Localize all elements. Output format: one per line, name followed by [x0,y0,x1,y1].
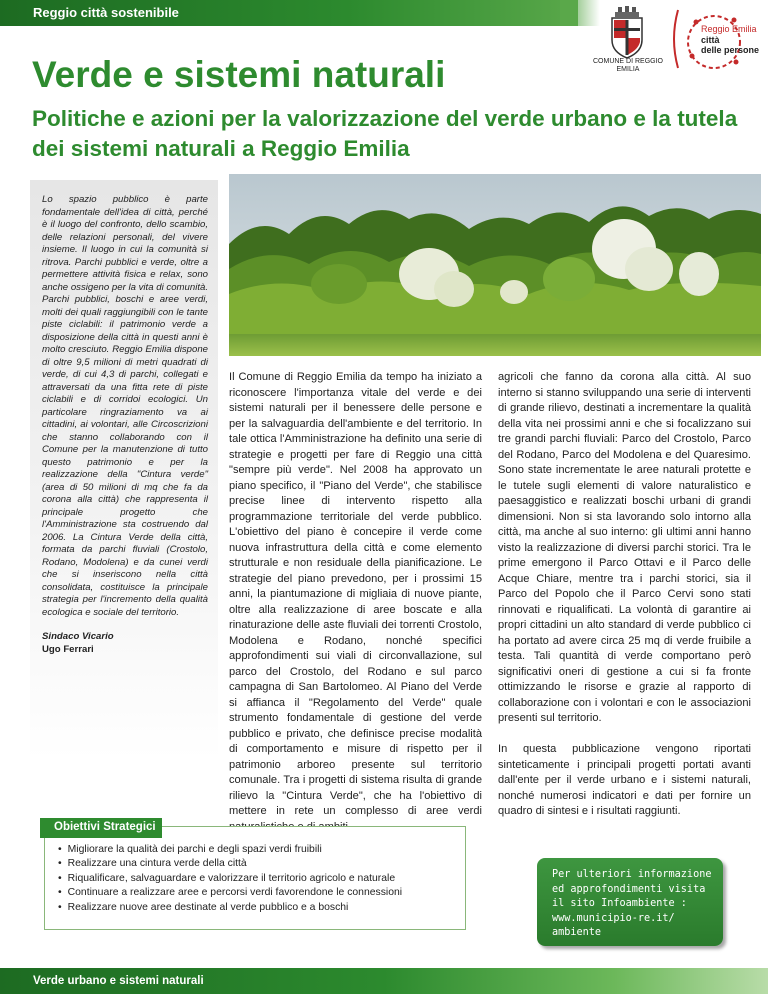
article-text-2: agricoli che fanno da corona alla città. Al suo interno si stanno sviluppando una serie di interventi di grande rilievo, destinati a incrementare la qualità della vita nei prossimi anni e che si focalizzano sui tre grandi parchi fluviali: Parco del Crostolo, Parco del Rodano, Parco del Modolena e del Quaresimo. Sono state incrementate le aree naturali protette e le tutele sugli elementi di valore naturalistico e paesaggistico e realizzati boschi urbani di grandi dimensioni. Non si sta lavorando solo intorno alla città, ma anche al suo interno: gli ultimi anni hanno visto la realizzazione di diversi parchi storici. Tra le prime emergono il Parco Ottavi e il Parco delle Acque Chiare, mentre tra i parchi storici, sia il Parco del Popolo che il Parco Cervi sono stati rinnovati e riqualificati. La volontà di garantire ai propri cittadini un alto standard di verde pubblico ci ha portato ad avere circa 25 mq di verde fruibile a testa. Tali quantità di verde comportano però significativi oneri di gestione a cui si fa fronte ottimizzando le risorse e grazie al rapporto di collaborazione con i volontari e con le associazioni presenti sul territorio. [498,371,751,724]
objective-item: • Realizzare una cintura verde della città [58,857,402,871]
trees-photo [229,174,761,356]
page-title: Verde e sistemi naturali [32,54,446,95]
section-header-bar [0,0,578,26]
signature-role: Sindaco Vicario [42,631,114,642]
objectives-list [58,843,402,915]
objective-item: • Continuare a realizzare aree e percorsi verdi favorendone le connessioni [58,886,402,900]
info-box-text: Per ulteriori informazione ed approfondimenti visita il sito Infoambiente : www.municipio-re.it/ ambiente [552,869,712,938]
comune-label: COMUNE DI REGGIO EMILIA [592,58,663,73]
brand-persone: delle persone [701,45,760,55]
objective-item: • Realizzare nuove aree destinate al verde pubblico e a boschi [58,901,402,915]
objective-item: • Riqualificare, salvaguardare e valorizzare il territorio agricolo e naturale [58,872,402,886]
footer-label: Verde urbano e sistemi naturali [33,975,204,987]
header-bar-fade [560,0,600,26]
sidebar-text: Lo spazio pubblico è parte fondamentale dell'idea di città, perché è il luogo del confronto, dello scambio, delle relazioni personali, del vivere insieme. Il luogo in cui la comunità si ritrova. Parchi pubblici e verde, oltre a permettere attività fisica e relax, sono anche ossigeno per la vita di comunità. Parchi pubblici, boschi e aree verdi, molti dei quali raggiungibili con le tante piste ciclabili: il patrimonio verde a disposizione della città in questi anni è molto cresciuto. Reggio Emilia dispone di oltre 9,5 milioni di metri quadrati di verde, di cui 4,3 di parchi, collegati e attraversati da una fitta rete di piste ciclabili e di corridoi ecologici. Un particolare ringraziamento va ai cittadini, ai volontari, alle Circoscrizioni che stanno collaborando con il Comune per la manutenzione di tutto questo patrimonio e per la realizzazione della "Cintura verde" (area di 50 milioni di mq che fa da corona alla città) che rappresenta il principale progetto che l'Amministrazione sta costruendo dal 2006. La Cintura Verde della città, formata da parchi fluviali (Crostolo, Rodano, Modolena) e da cunei verdi che si inseriscono nella città consolidata, costituisce la principale strategia per l'incremento della qualità ecologica e sociale del territorio. [42,194,208,618]
article-text-3: In questa pubblicazione vengono riportati sinteticamente i principali progetti portati avanti dall'ente per il verde urbano e i sistemi naturali, nonché numerosi indicatori e dati per fornire un quadro di sintesi e i risultati raggiunti. [498,743,751,817]
citta-delle-persone-logo [684,10,768,70]
signature-name: Ugo Ferrari [42,643,94,655]
comune-crest-icon [606,6,648,60]
footer-bar [0,968,768,994]
section-label: Reggio città sostenibile [33,5,179,20]
objectives-heading: Obiettivi Strategici [54,821,156,833]
article-column-1 [229,370,482,835]
logo-divider [668,8,680,70]
brand-line-2 [701,35,759,55]
objective-item: • Migliorare la qualità dei parchi e degli spazi verdi fruibili [58,843,402,857]
objectives-tab [40,818,162,838]
signature [42,631,208,656]
info-box [537,858,723,946]
article-text-1: Il Comune di Reggio Emilia da tempo ha iniziato a riconoscere l'importanza vitale del verde e dei sistemi naturali per il benessere delle persone e per la salvaguardia dell'ambiente e del territorio. In tale ottica l'Amministrazione ha definito una serie di strategie e progetti per fare di Reggio una città "sempre più verde". Nel 2008 ha approvato un piano specifico, il "Piano del Verde", che stabilisce precise linee di intervento rispetto alla programmazione territoriale del verde pubblico. L'obiettivo del piano è concepire il verde come nuova infrastruttura della città e come elemento strutturale e non residuale della pianificazione. Le strategie del piano prevedono, per i prossimi 15 anni, la piantumazione di migliaia di nuove piante, oltre alla realizzazione di aree boscate e alla rinaturazione delle aste fluviali dei torrenti Crostolo, Modolena e Rodano, nonché specifici approfondimenti sui viali di circonvallazione, sul parco del Crostolo, del Rodano e sul parco campagna di San Bartolomeo. Al Piano del Verde si affianca il "Regolamento del Verde" quale strumento fondamentale di gestione del verde pubblico e privato, che definisce precise modalità di comportamento e misure di rispetto per il patrimonio arboreo presente sul territorio comunale. Tra i progetti di sistema risulta di grande rilievo la "Cintura Verde", che ha l'obiettivo di mettere in rete un complesso di aree verdi [229,371,482,817]
article-column-2 [498,370,751,820]
page-subtitle: Politiche e azioni per la valorizzazione del verde urbano e la tutela dei sistemi naturali a Reggio Emilia [32,106,738,161]
brand-line-1: Reggio Emilia [701,24,757,34]
brand-citta: città [701,35,720,45]
mayor-sidebar [30,180,218,760]
